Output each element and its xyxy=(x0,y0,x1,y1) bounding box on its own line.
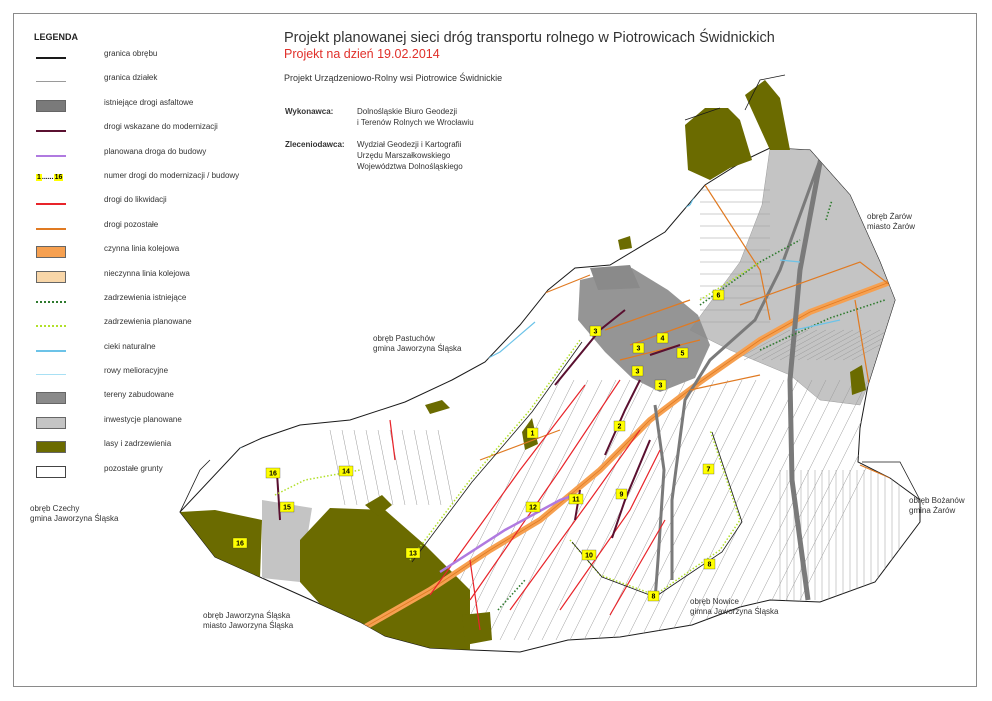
road-label-3d xyxy=(655,380,666,390)
svg-text:15: 15 xyxy=(283,504,291,512)
road-label-6 xyxy=(713,290,724,300)
neighbour-zarow: obręb Żarów miasto Żarów xyxy=(867,212,916,231)
svg-text:9: 9 xyxy=(619,491,624,499)
contractor-label: Wykonawca: xyxy=(285,107,334,116)
svg-text:10: 10 xyxy=(585,552,593,560)
road-label-10 xyxy=(582,550,596,560)
legend-item xyxy=(22,267,242,291)
legend-swatch xyxy=(36,350,66,352)
svg-text:12: 12 xyxy=(529,504,537,512)
legend-label: planowana droga do budowy xyxy=(104,146,207,156)
legend-item xyxy=(22,71,242,95)
svg-text:3: 3 xyxy=(636,345,641,353)
legend-item xyxy=(22,96,242,120)
forest-north-3 xyxy=(618,236,632,250)
legend-swatch xyxy=(36,301,66,303)
road-label-9 xyxy=(616,489,627,499)
legend-title: LEGENDA xyxy=(34,32,79,42)
svg-text:8: 8 xyxy=(707,561,712,569)
legend-item xyxy=(22,437,242,461)
legend-item xyxy=(22,388,242,412)
road-label-1 xyxy=(527,428,538,438)
legend-number-sample: 16 xyxy=(54,173,63,181)
legend-item xyxy=(22,193,242,217)
legend-item xyxy=(22,169,242,193)
legend-swatch xyxy=(36,172,66,183)
road-label-8b xyxy=(648,591,659,601)
road-label-16b xyxy=(233,538,247,548)
client-name: Wydział Geodezji i Kartografii Urzędu Marszałkowskiego Województwa Dolnośląskiego xyxy=(357,140,463,171)
legend-label: zadrzewienia istniejące xyxy=(104,292,187,302)
legend xyxy=(22,32,242,486)
map-title: Projekt planowanej sieci dróg transportu rolnego w Piotrowicach Świdnickich xyxy=(284,30,775,46)
legend-swatch xyxy=(36,81,66,82)
svg-text:11: 11 xyxy=(572,496,580,504)
legend-item xyxy=(22,145,242,169)
forest-southwest xyxy=(180,510,262,578)
road-label-3a xyxy=(590,326,601,336)
legend-label: pozostałe grunty xyxy=(104,463,163,473)
svg-text:2: 2 xyxy=(617,423,622,431)
neighbour-bozanow: obręb Bożanów gmina Żarów xyxy=(909,496,965,515)
legend-swatch xyxy=(36,100,66,112)
road-label-8a xyxy=(704,559,715,569)
road-label-15 xyxy=(280,502,294,512)
legend-item xyxy=(22,340,242,364)
forest-patch xyxy=(462,612,492,645)
road-label-14 xyxy=(339,466,353,476)
svg-text:7: 7 xyxy=(706,466,711,474)
road-label-2 xyxy=(614,421,625,431)
legend-number-separator: ...... xyxy=(41,173,54,181)
legend-label: istniejące drogi asfaltowe xyxy=(104,97,194,107)
legend-swatch xyxy=(36,392,66,404)
svg-text:3: 3 xyxy=(635,368,640,376)
title-block xyxy=(284,30,775,83)
legend-swatch xyxy=(36,441,66,453)
legend-swatch xyxy=(36,246,66,258)
legend-label: drogi pozostałe xyxy=(104,219,159,229)
neighbour-czechy: obręb Czechy gmina Jaworzyna Śląska xyxy=(30,504,119,523)
legend-item xyxy=(22,242,242,266)
legend-swatch xyxy=(36,417,66,429)
svg-text:6: 6 xyxy=(716,292,721,300)
legend-label: granica działek xyxy=(104,73,158,83)
road-label-11 xyxy=(569,494,583,504)
legend-swatch xyxy=(36,203,66,205)
road-label-3c xyxy=(632,366,643,376)
legend-swatch xyxy=(36,228,66,230)
legend-item xyxy=(22,315,242,339)
svg-text:3: 3 xyxy=(593,328,598,336)
road-label-13 xyxy=(406,548,420,558)
legend-swatch xyxy=(36,374,66,375)
road-label-7 xyxy=(703,464,714,474)
neighbour-nowice: obręb Nowice gimna Jaworzyna Śląska xyxy=(690,597,779,616)
client-label: Zleceniodawca: xyxy=(285,140,345,149)
legend-item xyxy=(22,47,242,71)
road-label-16a xyxy=(266,468,280,478)
contractor-name: Dolnośląskie Biuro Geodezji i Terenów Rolnych we Wrocławiu xyxy=(357,107,474,127)
road-label-4 xyxy=(657,333,668,343)
project-date: Projekt na dzień 19.02.2014 xyxy=(284,47,440,61)
legend-item xyxy=(22,291,242,315)
legend-label: drogi wskazane do modernizacji xyxy=(104,122,218,132)
legend-label: tereny zabudowane xyxy=(104,390,174,400)
svg-text:4: 4 xyxy=(660,335,665,343)
legend-label: cieki naturalne xyxy=(104,341,156,351)
svg-text:3: 3 xyxy=(658,382,663,390)
svg-text:5: 5 xyxy=(680,350,685,358)
road-label-12 xyxy=(526,502,540,512)
legend-items xyxy=(22,47,242,486)
legend-item xyxy=(22,462,242,486)
legend-label: czynna linia kolejowa xyxy=(104,244,180,254)
legend-label: lasy i zadrzewienia xyxy=(104,439,172,449)
road-label-3b xyxy=(633,343,644,353)
svg-text:1: 1 xyxy=(530,430,535,438)
neighbour-jaworzyna: obręb Jaworzyna Śląska miasto Jaworzyna Śląska xyxy=(203,611,294,630)
legend-item xyxy=(22,364,242,388)
legend-swatch xyxy=(36,325,66,327)
svg-text:13: 13 xyxy=(409,550,417,558)
legend-label: numer drogi do modernizacji / budowy xyxy=(104,170,240,180)
forest-north-2 xyxy=(745,80,790,150)
legend-number-sample: 1 xyxy=(37,173,41,181)
legend-swatch xyxy=(36,271,66,283)
svg-text:14: 14 xyxy=(342,468,350,476)
legend-item xyxy=(22,218,242,242)
legend-swatch xyxy=(36,130,66,132)
legend-item xyxy=(22,413,242,437)
legend-label: rowy melioracyjne xyxy=(104,366,169,376)
legend-label: drogi do likwidacji xyxy=(104,195,167,205)
legend-label: zadrzewienia planowane xyxy=(104,317,192,327)
svg-text:16: 16 xyxy=(269,470,277,478)
legend-swatch xyxy=(36,466,66,478)
road-label-5 xyxy=(677,348,688,358)
legend-swatch xyxy=(36,57,66,59)
project-subtitle: Projekt Urządzeniowo-Rolny wsi Piotrowice Świdnickie xyxy=(284,73,503,83)
legend-label: granica obrębu xyxy=(104,49,158,58)
legend-item xyxy=(22,120,242,144)
svg-text:8: 8 xyxy=(651,593,656,601)
legend-swatch xyxy=(36,155,66,157)
neighbour-pastuchow: obręb Pastuchów gmina Jaworzyna Śląska xyxy=(373,334,462,353)
svg-text:16: 16 xyxy=(236,540,244,548)
legend-label: nieczynna linia kolejowa xyxy=(104,268,190,278)
legend-label: inwestycje planowane xyxy=(104,414,182,424)
